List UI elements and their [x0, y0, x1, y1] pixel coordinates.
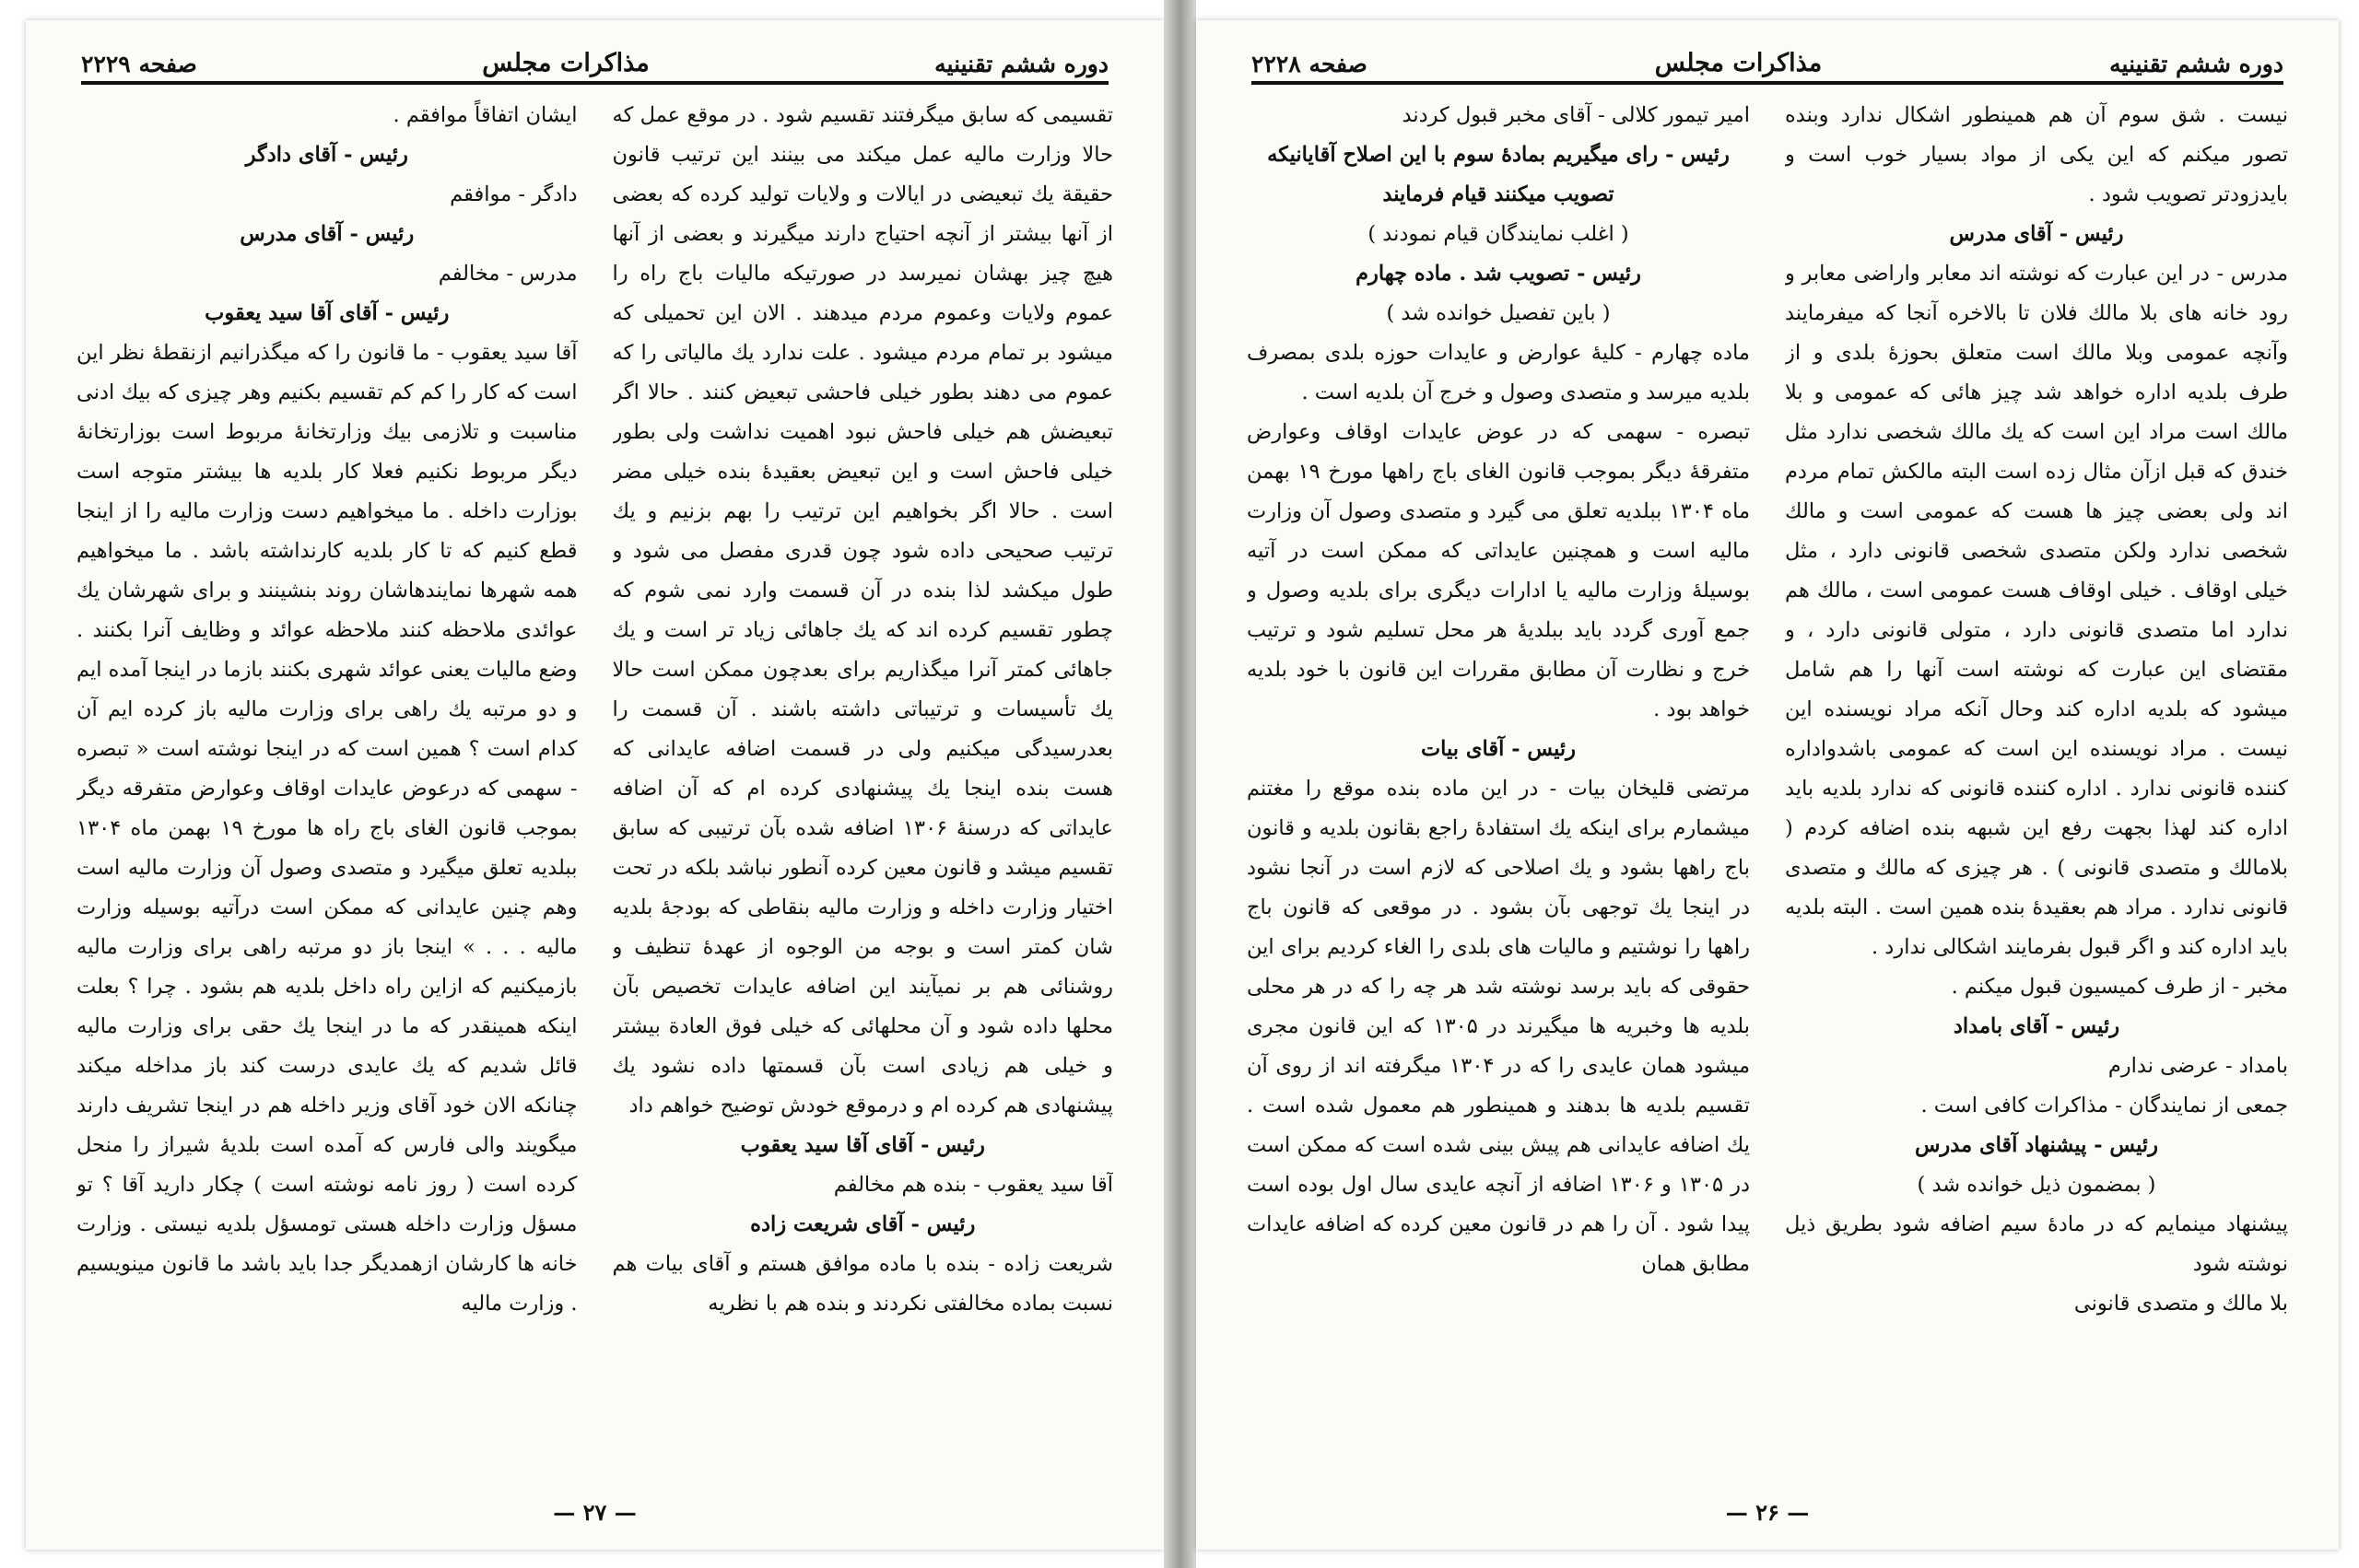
right-header-title: مذاکرات مجلس — [1654, 49, 1823, 77]
paragraph: رئیس - آقای بیات — [1420, 737, 1576, 761]
left-page-number: — ۲۷ — — [553, 1499, 637, 1526]
paragraph: مرتضی قلیخان بیات - در این ماده بنده موقع را مغتنم میشمارم برای اینکه یك استفادهٔ راجع بقانون بلدیه و قانون باج راهها بشود و یك اصلاحی که لازم است در آنجا نشود در اینجا یك توجهی بآن بشود . در موقعی که قانون باج راهها را نوشتیم و مالیات های بلدی را الغاء کردیم برای این حقوقی که باید برسد نوشته شد هر چه را که در هر محلی بلدیه ها وخبریه ها میگیرند در ۱۳۰۵ که این قانون مجری میشود همان عایدی را که در ۱۳۰۴ میگرفته اند از روی آن تقسیم بلدیه ها بدهند و همینطور هم معمول شده است . یك اضافه عایدانی هم پیش بینی شده است که ممکن است در ۱۳۰۵ و ۱۳۰۶ اضافه از آنچه عایدی سال اول بوده است پیدا شود . آن را هم در قانون معین کرده که اضافه عایدات مطابق همان — [1247, 777, 1750, 1276]
paragraph: رئیس - آقای بامداد — [1953, 1014, 2120, 1038]
paragraph: تقسیمی که سابق میگرفتند تقسیم شود . در موقع عمل که حالا وزارت مالیه عمل میکند می بینند این ترتیب قانون حقیقة یك تبعیضی در ایالات و ولایات تولید کرده که بعضی از آنها بیشتر از آنچه احتیاج دارند میگیرند و بعضی از آنها هیچ چیز بهشان نمیرسد در صورتیکه مالیات باج راه را عموم ولایات وعموم مردم میدهند . الان این تحمیلی که میشود بر تمام مردم میشود . علت ندارد یك مالیاتی را که عموم می دهند بطور خیلی فاحشی تبعیض کنند . حالا اگر تبعیضش هم خیلی فاحش نبود اهمیت نداشت ولی بطور خیلی فاحش است و این تبعیض بعقیدهٔ بنده خیلی مضر است . حالا اگر بخواهیم این ترتیب را بهم بزنیم و یك ترتیب صحیحی داده شود چون قدری مفصل می شود و طول میکشد لذا بنده در آن قسمت وارد نمی شوم که چطور تقسیم کرده اند که یك جاهائی زیاد تر است و یك جاهائی کمتر آنرا میگذاریم برای بعدچون ممکن است حالا یك تأسیسات و ترتیباتی داشته باشند . آن قسمت را بعدرسیدگی میکنیم ولی در قسمت اضافه عایدانی که هست بنده اینجا یك پیشنهادی کرده ام که آن اضافه عایداتی که درسنهٔ ۱۳۰۶ اضافه شده بآن ترتیبی که سابق تقسیم میشد و قانون معین کرده آنطور نباشد بلکه در تحت اختیار وزارت داخله و وزارت مالیه بنقاطی که بودجهٔ بلدیه شان کمتر است و بوجه من الوجوه از عهدهٔ تنظیف و روشنائی هم بر نمیآیند این اضافه عایدات تخصیص بآن محلها داده شود و آن محلهائی که خیلی فوق العادة بیشتر و خیلی هم زیادی است بآن قسمتها داده نشود یك پیشنهادی هم کرده ام و درموقع خودش توضیح خواهم داد — [612, 103, 1113, 1117]
paragraph: رئیس - آقای آقا سید یعقوب — [740, 1133, 985, 1157]
left-page-column-right — [613, 96, 1114, 1485]
paragraph: تبصره - سهمی که در عوض عایدات اوقاف وعوارض متفرقهٔ دیگر بموجب قانون الغای باج راهها مورخ ۱۹ بهمن ماه ۱۳۰۴ ببلدیه تعلق می گیرد و متصدی وصول آن وزارت مالیه است و همچنین عایداتی که ممکن است در آتیه بوسیلهٔ وزارت مالیه یا ادارات دیگری برای بلدیه وصول و جمع آوری گردد باید ببلدیهٔ هر محل تسلیم شود و ترتیب خرج و نظارت آن مطابق مقررات این قانون با خود بلدیه خواهد بود . — [1247, 420, 1750, 721]
right-page-column-right — [1785, 96, 2288, 1485]
right-page-header — [1251, 35, 2283, 85]
paragraph: مدرس - در این عبارت که نوشته اند معابر واراضی معابر و رود خانه های بلا مالك فلان تا بالاخره آنجا که میفرمایند وآنچه عمومی وبلا مالك است متعلق بحوزهٔ بلدی و از طرف بلدیه اداره خواهد شد چیز هائی که عمومی و بلا مالك است مراد این است که یك مالك شخصی ندارد مثل خندق که قبل ازآن مثال زده است البته مالکش تمام مردم اند ولی بعضی چیز ها هست که عمومی است و مالك شخصی ندارد ولکن متصدی شخصی قانونی دارد ، مثل خیلی اوقاف . خیلی اوقاف هست عمومی است ، مالك هم ندارد اما متصدی قانونی دارد ، متولی قانونی دارد ، و مقتضای این عبارت که نوشته است آنها را هم شامل میشود که بلدیه اداره کند وحال آنکه مراد نویسنده این نیست . مراد نویسنده این است که عمومی باشدواداره کننده قانونی ندارد . اداره کننده قانونی که ندارد بلدیه باید اداره کند لهذا بجهت رفع این شبهه بنده اضافه کردم ( بلامالك و متصدی قانونی ) . هر چیزی که مالك و متصدی قانونی ندارد . مراد هم بعقیدهٔ بنده همین است . البته بلدیه باید اداره کند و اگر قبول بفرمایند اشکالی ندارد . — [1785, 262, 2288, 959]
book-gutter — [1164, 0, 1196, 1568]
paragraph: ( باین تفصیل خوانده شد ) — [1386, 301, 1611, 325]
paragraph: مدرس - مخالفم — [438, 262, 578, 286]
right-header-page-ref: صفحه ۲۲۲۸ — [1251, 51, 1367, 77]
paragraph: رئیس - رای میگیریم بمادهٔ سوم با این اصلاح آقایانیکه تصویب میکنند قیام فرمایند — [1267, 143, 1730, 206]
right-page — [1196, 20, 2339, 1550]
paragraph: بامداد - عرضی ندارم — [2107, 1054, 2288, 1078]
paragraph: رئیس - آقای دادگر — [245, 143, 408, 167]
paragraph: بلا مالك و متصدی قانونی — [2073, 1292, 2288, 1316]
paragraph: آقا سید یعقوب - بنده هم مخالفم — [833, 1173, 1113, 1197]
left-page-header — [81, 35, 1109, 85]
paragraph: دادگر - موافقم — [450, 182, 578, 206]
paragraph: آقا سید یعقوب - ما قانون را که میگذرانیم ازنقطهٔ نظر این است که کار را کم کم تقسیم بکنیم وهر چیزی که بیك ادنی مناسبت و تلازمی بیك وزارتخانهٔ مربوط است بوزارتخانهٔ دیگر مربوط نکنیم فعلا کار بلدیه ها بیشتر متوجه است بوزارت داخله . ما میخواهیم دست وزارت مالیه را از اینجا قطع کنیم که تا کار بلدیه کارنداشته باشد . ما میخواهیم همه شهرها نمایندهاشان روند بنشینند و برای شهرشان یك عوائدی ملاحظه کنند ملاحظه عوائد و وظایف آنرا بکنند . وضع مالیات یعنی عوائد شهری بکنند بازما در اینجا آمده ایم و دو مرتبه یك راهی برای وزارت مالیه باز کرده ایم آن کدام است ؟ همین است که در اینجا نوشته است « تبصره - سهمی که درعوض عایدات اوقاف وعوارض متفرقه دیگر بموجب قانون الغای باج راه ها مورخ ۱۹ بهمن ماه ۱۳۰۴ ببلدیه تعلق میگیرد و متصدی وصول آن وزارت مالیه است وهم چنین عایدانی که ممکن است درآتیه بوسیله وزارت مالیه . . . » اینجا باز دو مرتبه راهی برای وزارت مالیه بازمیکنیم که ازاین راه داخل بلدیه هم بشود . چرا ؟ بعلت اینکه همینقدر که ما در اینجا یك حقی برای وزارت مالیه قائل شدیم که یك عایدی درست کند باز مداخله میکند چنانکه الان خود آقای وزیر داخله هم در اینجا تشریف دارند میگویند والی فارس که آمده است بلدیهٔ شیراز را منحل کرده است ( روز نامه نوشته است ) چکار دارید آقا ؟ تو مسؤل وزارت داخله هستی تومسؤل بلدیه نیستی . وزارت خانه ها کارشان ازهمدیگر جدا باید باشد ما قانون مینویسیم . وزارت مالیه — [76, 341, 578, 1316]
paragraph: ( بمضمون ذیل خوانده شد ) — [1917, 1173, 2156, 1197]
right-header-session: دوره ششم تقنینیه — [2109, 51, 2283, 77]
paragraph: ( اغلب نمایندگان قیام نمودند ) — [1367, 222, 1629, 246]
left-header-title: مذاکرات مجلس — [482, 49, 650, 77]
paragraph: رئیس - آقای مدرس — [1949, 222, 2124, 246]
left-page — [26, 20, 1164, 1550]
paragraph: رئیس - آقای مدرس — [240, 222, 415, 246]
paragraph: امیر تیمور کلالی - آقای مخبر قبول کردند — [1402, 103, 1750, 127]
paragraph: جمعی از نمایندگان - مذاکرات کافی است . — [1920, 1094, 2288, 1117]
paragraph: ایشان اتفاقاً موافقم . — [393, 103, 578, 127]
paragraph: ماده چهارم - کلیهٔ عوارض و عایدات حوزه بلدی بمصرف بلدیه میرسد و متصدی وصول و خرج آن بلدیه است . — [1247, 341, 1750, 404]
paragraph: رئیس - آقای آقا سید یعقوب — [205, 301, 450, 325]
paragraph: شریعت زاده - بنده با ماده موافق هستم و آقای بیات هم نسبت بماده مخالفتی نکردند و بنده هم با نظریه — [612, 1252, 1113, 1316]
right-page-column-left — [1247, 96, 1750, 1485]
left-header-page-ref: صفحه ۲۲۲۹ — [81, 51, 197, 77]
paragraph: مخبر - از طرف کمیسیون قبول میکنم . — [1951, 975, 2288, 999]
paragraph: رئیس - تصویب شد . ماده چهارم — [1356, 262, 1641, 286]
paragraph: پیشنهاد مینمایم که در مادهٔ سیم اضافه شود بطریق ذیل نوشته شود — [1785, 1212, 2288, 1276]
paragraph: رئیس - آقای شریعت زاده — [750, 1212, 976, 1236]
left-page-column-left — [76, 96, 578, 1485]
left-header-session: دوره ششم تقنینیه — [934, 51, 1109, 77]
right-page-number: — ۲۶ — — [1725, 1499, 1810, 1526]
paragraph: رئیس - پیشنهاد آقای مدرس — [1914, 1133, 2159, 1157]
paragraph: نیست . شق سوم آن هم همینطور اشکال ندارد وبنده تصور میکنم که این یکی از مواد بسیار خوب است و بایدزودتر تصویب شود . — [1785, 103, 2288, 206]
